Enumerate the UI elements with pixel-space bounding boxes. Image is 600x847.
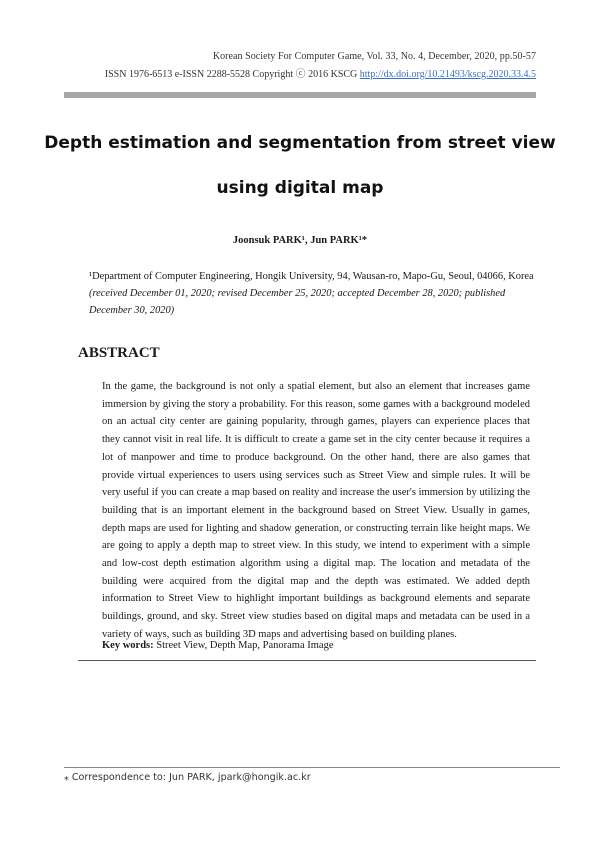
authors: Joonsuk PARK¹, Jun PARK¹* xyxy=(232,235,368,246)
abstract-heading: ABSTRACT xyxy=(78,345,160,361)
keywords xyxy=(102,640,530,651)
journal-info: Korean Society For Computer Game, Vol. 33, No. 4, December, 2020, pp.50-57 xyxy=(212,51,536,62)
keywords-label: Key words: xyxy=(102,640,154,651)
keywords-list: Street View, Depth Map, Panorama Image xyxy=(153,640,334,651)
abstract-divider xyxy=(78,660,536,661)
issn-text: ISSN 1976-6513 e-ISSN 2288-5528 Copyright ⓒ 2016 KSCG xyxy=(104,69,360,80)
correspondence-footnote: ⁎ Correspondence to: Jun PARK, jpark@hongik.ac.kr xyxy=(64,772,311,783)
doi-link[interactable]: http://dx.doi.org/10.21493/kscg.2020.33.4.5 xyxy=(359,69,536,80)
footnote-divider xyxy=(64,767,560,768)
paper-title-line-2: using digital map xyxy=(216,178,384,198)
header-divider-bar xyxy=(64,92,536,98)
abstract-body: In the game, the background is not only a spatial element, but also an element that increases game immersion by giving the story a probability. For this reason, some games with a background modeled on an actual city center are gaining popularity, through games, players can experience places that they cannot visit in real life. It is difficult to create a game set in the city center because it requires a lot of manpower and time to produce background. On the other hand, there are also games that provide virtual experiences to users using services such as Street View and simple rules. It will be very useful if you can create a map based on reality and increase the user's immersion by utilizing the building that is an important element in the background based on Street View. Usually in games, depth maps are used for lighting and shadow generation, or constructing terrain like height maps. We are going to apply a depth map to street view. In this study, we intend to experiment with a simple and low-cost depth estimation algorithm using a digital map. The location and metadata of the building were acquired from the digital map and the depth was estimated. We added depth information to Street View to highlight important buildings as background elements and separate buildings, ground, and sky. Street view studies based on digital maps and metadata can be used in a variety of ways, such as building 3D maps and advertising based on building planes. xyxy=(102,381,530,640)
publication-dates: (received December 01, 2020; revised December 25, 2020; accepted December 28, 2020; published December 30, 2020) xyxy=(89,288,506,316)
affiliation: ¹Department of Computer Engineering, Hongik University, 94, Wausan-ro, Mapo-Gu, Seoul, 04066, Korea xyxy=(89,271,534,282)
issn-line xyxy=(105,65,536,80)
paper-title-line-1: Depth estimation and segmentation from street view xyxy=(44,133,556,153)
